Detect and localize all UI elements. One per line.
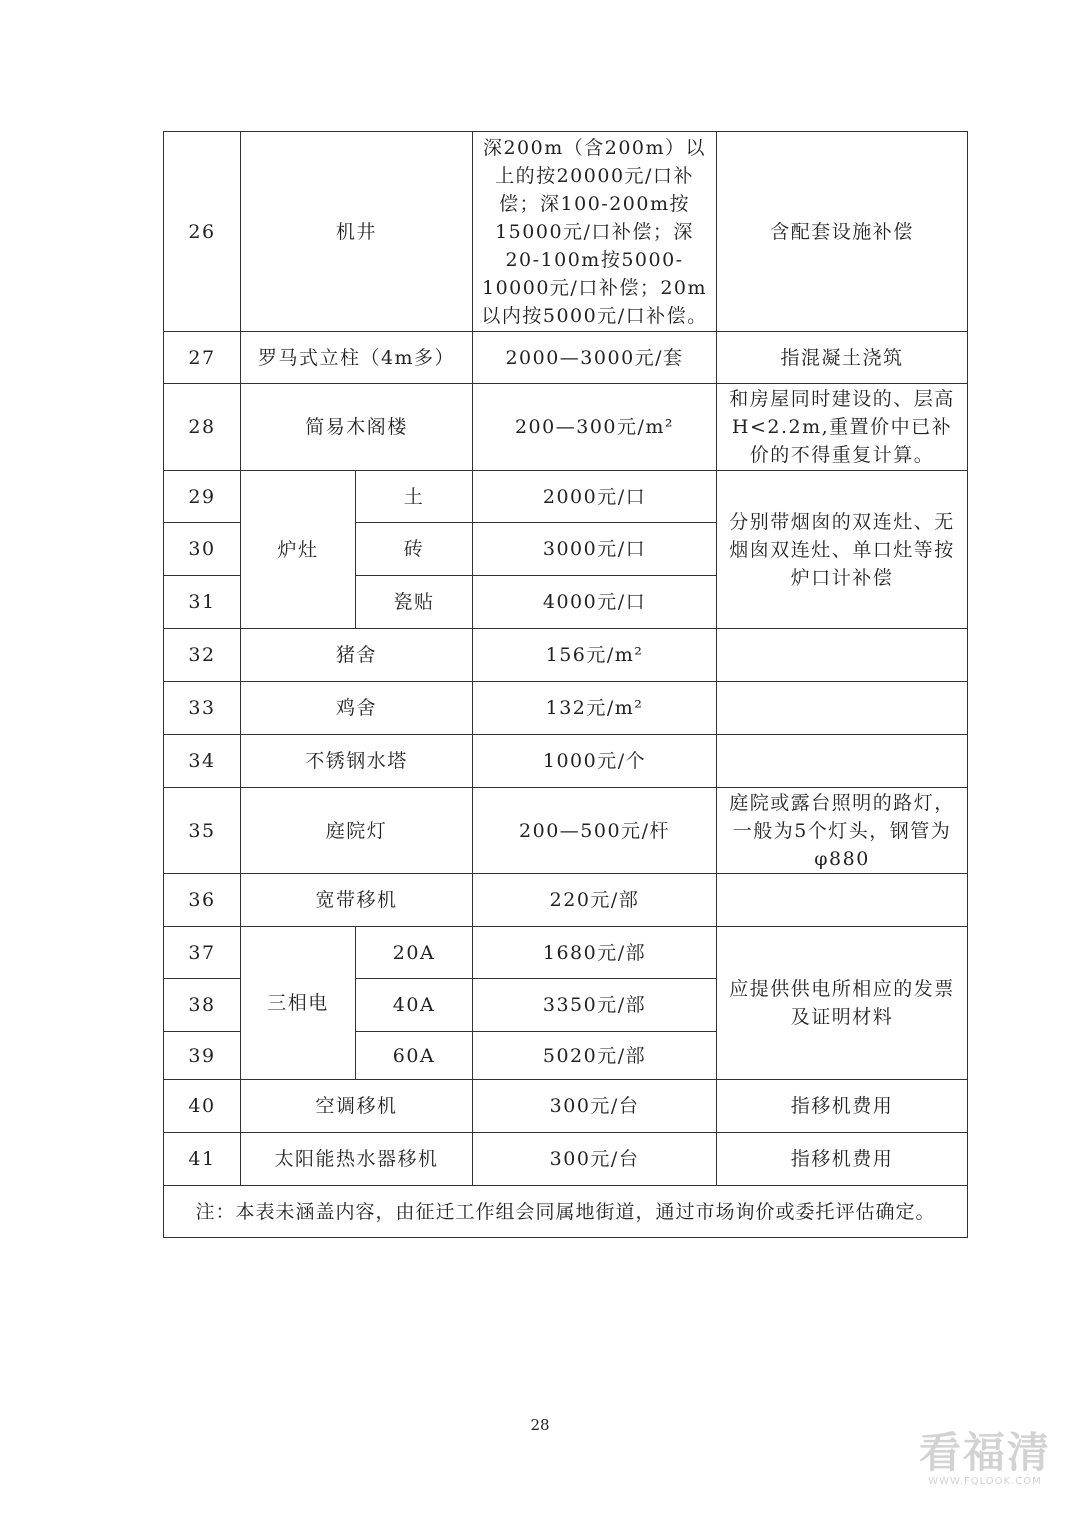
remark-cell: 和房屋同时建设的、层高H<2.2m,重置价中已补价的不得重复计算。 [717,384,968,471]
row-number: 34 [164,735,241,788]
price-cell: 2000—3000元/套 [473,332,717,384]
item-name: 猪舍 [241,629,473,682]
sub-item: 砖 [356,523,473,576]
remark-cell [717,629,968,682]
item-name: 机井 [241,132,473,332]
price-cell: 1680元/部 [473,927,717,979]
sub-item: 土 [356,471,473,523]
remark-cell [717,735,968,788]
item-name: 罗马式立柱（4m多） [241,332,473,384]
table-note: 注：本表未涵盖内容，由征迁工作组会同属地街道，通过市场询价或委托评估确定。 [164,1186,968,1238]
table-row-28 [164,384,968,471]
watermark-text: 看福清 [918,1428,1051,1477]
row-number: 39 [164,1032,241,1080]
remark-cell [717,874,968,927]
price-cell: 200—500元/杆 [473,788,717,874]
price-cell: 300元/台 [473,1080,717,1133]
row-number: 26 [164,132,241,332]
row-number: 33 [164,682,241,735]
item-name: 空调移机 [241,1080,473,1133]
sub-item: 20A [356,927,473,979]
row-number: 37 [164,927,241,979]
compensation-table [163,131,968,1238]
item-name: 鸡舍 [241,682,473,735]
table-note-row [164,1186,968,1238]
price-cell: 4000元/口 [473,576,717,629]
price-cell: 2000元/口 [473,471,717,523]
row-number: 27 [164,332,241,384]
remark-cell: 庭院或露台照明的路灯，一般为5个灯头，钢管为φ880 [717,788,968,874]
price-cell: 156元/m² [473,629,717,682]
row-number: 30 [164,523,241,576]
group-name-stove: 炉灶 [241,471,356,629]
remark-cell: 指移机费用 [717,1080,968,1133]
item-name: 太阳能热水器移机 [241,1133,473,1186]
remark-cell: 指混凝土浇筑 [717,332,968,384]
table-row-36 [164,874,968,927]
group-name-power: 三相电 [241,927,356,1080]
row-number: 29 [164,471,241,523]
price-cell: 深200m（含200m）以上的按20000元/口补偿；深100-200m按15000元/口补偿；深20-100m按5000-10000元/口补偿；20m以内按5000元/口补偿。 [473,132,717,332]
remark-cell-stove: 分别带烟囱的双连灶、无烟囱双连灶、单口灶等按炉口计补偿 [717,471,968,629]
price-cell: 3000元/口 [473,523,717,576]
item-name: 不锈钢水塔 [241,735,473,788]
item-name: 宽带移机 [241,874,473,927]
table-row-32 [164,629,968,682]
item-name: 简易木阁楼 [241,384,473,471]
table-row-29 [164,471,968,523]
price-cell: 200—300元/m² [473,384,717,471]
table-row-37 [164,927,968,979]
row-number: 40 [164,1080,241,1133]
sub-item: 瓷贴 [356,576,473,629]
watermark-logo [916,1430,1054,1487]
table-row-41 [164,1133,968,1186]
price-cell: 5020元/部 [473,1032,717,1080]
table-row-33 [164,682,968,735]
row-number: 32 [164,629,241,682]
row-number: 36 [164,874,241,927]
page-number: 28 [530,1416,550,1434]
row-number: 41 [164,1133,241,1186]
row-number: 35 [164,788,241,874]
table-row-40 [164,1080,968,1133]
sub-item: 40A [356,979,473,1032]
table-row-34 [164,735,968,788]
price-cell: 300元/台 [473,1133,717,1186]
item-name: 庭院灯 [241,788,473,874]
price-cell: 132元/m² [473,682,717,735]
remark-cell [717,682,968,735]
remark-cell: 指移机费用 [717,1133,968,1186]
sub-item: 60A [356,1032,473,1080]
remark-cell-power: 应提供供电所相应的发票及证明材料 [717,927,968,1080]
row-number: 31 [164,576,241,629]
table-row-35 [164,788,968,874]
table-row-26 [164,132,968,332]
price-cell: 220元/部 [473,874,717,927]
row-number: 38 [164,979,241,1032]
price-cell: 1000元/个 [473,735,717,788]
watermark-url: WWW.FQLOOK.COM [928,1476,1042,1487]
price-cell: 3350元/部 [473,979,717,1032]
table-row-27 [164,332,968,384]
row-number: 28 [164,384,241,471]
remark-cell: 含配套设施补偿 [717,132,968,332]
